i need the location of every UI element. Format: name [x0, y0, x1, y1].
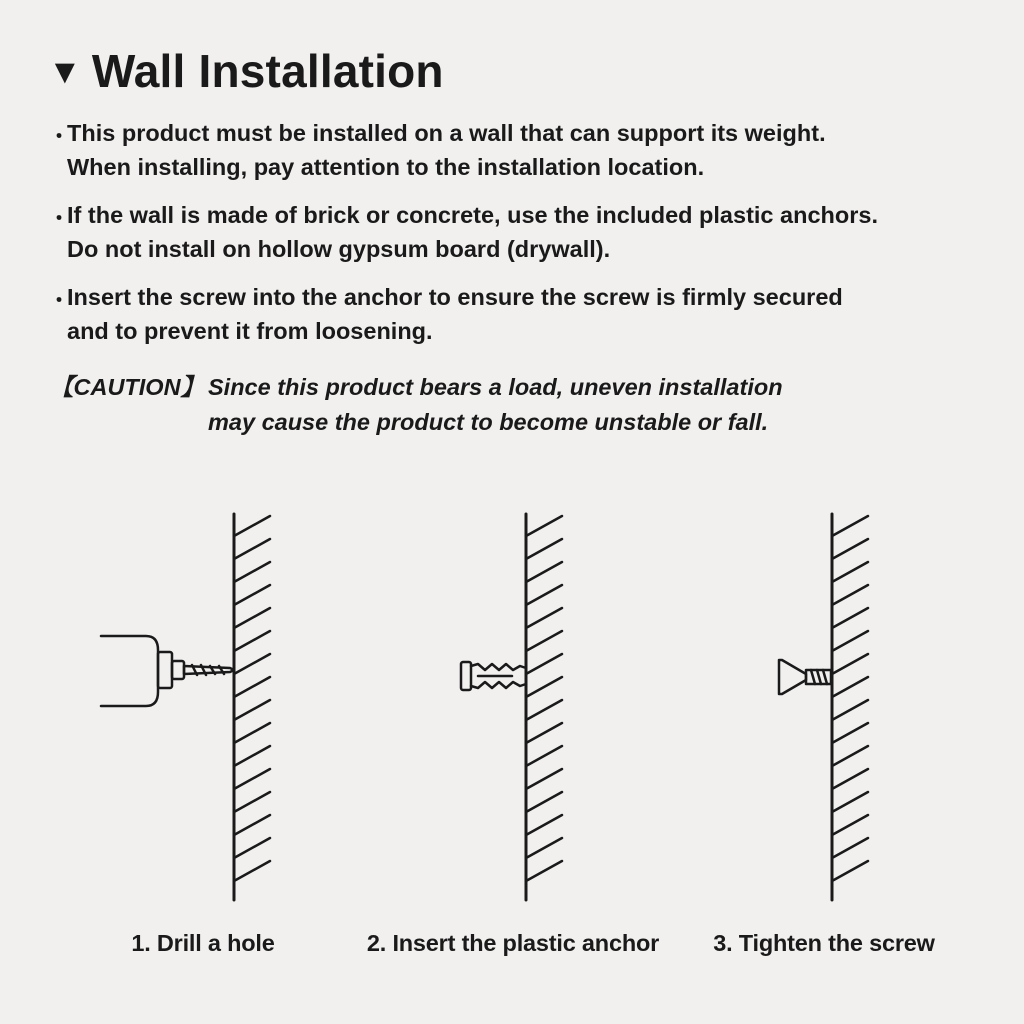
hatch-line	[526, 654, 562, 674]
hatch-line	[526, 585, 562, 605]
caution-label: 【CAUTION】	[50, 374, 205, 400]
wall-1	[234, 514, 270, 900]
hatch-line	[526, 700, 562, 720]
title-text: Wall Installation	[91, 45, 444, 97]
hatch-line	[526, 562, 562, 582]
hatch-line	[832, 562, 868, 582]
list-item	[48, 198, 988, 266]
step-3-label: 3. Tighten the screw	[713, 930, 935, 956]
hatch-line	[234, 585, 270, 605]
hatch-line	[832, 792, 868, 812]
hatch-line	[832, 654, 868, 674]
hatch-line	[832, 585, 868, 605]
page-title	[48, 44, 444, 98]
caution-line: may cause the product to become unstable or fall.	[208, 409, 769, 435]
list-item	[48, 116, 988, 184]
hatch-line	[526, 792, 562, 812]
hatch-line	[832, 723, 868, 743]
hatch-line	[832, 861, 868, 881]
hatch-line	[832, 677, 868, 697]
bullet-line: Do not install on hollow gypsum board (drywall).	[67, 236, 611, 262]
caution-line: Since this product bears a load, uneven installation	[208, 374, 783, 400]
list-item	[48, 280, 988, 348]
bullet-line: When installing, pay attention to the installation location.	[67, 154, 705, 180]
step-2-label: 2. Insert the plastic anchor	[366, 930, 660, 956]
hatch-line	[832, 838, 868, 858]
hatch-line	[234, 769, 270, 789]
hatch-line	[526, 608, 562, 628]
caution-text	[208, 370, 783, 440]
installation-diagram	[0, 500, 1024, 910]
bullet-dot: ・	[48, 288, 71, 313]
hatch-line	[234, 815, 270, 835]
hatch-line	[832, 746, 868, 766]
hatch-line	[234, 608, 270, 628]
hatch-line	[526, 539, 562, 559]
hatch-line	[234, 677, 270, 697]
hatch-line	[526, 631, 562, 651]
hatch-line	[234, 838, 270, 858]
hatch-line	[526, 516, 562, 536]
hatch-line	[526, 746, 562, 766]
drill-icon	[101, 636, 234, 706]
hatch-line	[234, 792, 270, 812]
bullet-line: This product must be installed on a wall that can support its weight.	[67, 120, 826, 146]
bullet-dot: ・	[48, 124, 71, 149]
hatch-line	[832, 815, 868, 835]
hatch-line	[234, 723, 270, 743]
triangle-down-icon: ▼	[48, 52, 82, 91]
hatch-line	[234, 700, 270, 720]
hatch-line	[234, 562, 270, 582]
hatch-line	[832, 631, 868, 651]
wall-3	[832, 514, 868, 900]
hatch-line	[234, 516, 270, 536]
hatch-line	[526, 815, 562, 835]
screw-icon	[779, 660, 831, 694]
hatch-line	[234, 861, 270, 881]
hatch-line	[832, 769, 868, 789]
hatch-line	[526, 769, 562, 789]
hatch-line	[526, 677, 562, 697]
instruction-list	[48, 116, 988, 362]
step-1-label: 1. Drill a hole	[131, 930, 275, 956]
hatch-line	[526, 838, 562, 858]
wall-2	[526, 514, 562, 900]
hatch-line	[234, 631, 270, 651]
hatch-line	[832, 539, 868, 559]
hatch-line	[234, 654, 270, 674]
hatch-line	[832, 700, 868, 720]
bullet-dot: ・	[48, 206, 71, 231]
hatch-line	[234, 539, 270, 559]
hatch-line	[526, 723, 562, 743]
bullet-line: and to prevent it from loosening.	[67, 318, 433, 344]
hatch-line	[832, 608, 868, 628]
hatch-line	[526, 861, 562, 881]
bullet-line: If the wall is made of brick or concrete, use the included plastic anchors.	[67, 202, 878, 228]
bullet-line: Insert the screw into the anchor to ensure the screw is firmly secured	[67, 284, 843, 310]
hatch-line	[234, 746, 270, 766]
plastic-anchor-icon	[461, 662, 526, 690]
hatch-line	[832, 516, 868, 536]
